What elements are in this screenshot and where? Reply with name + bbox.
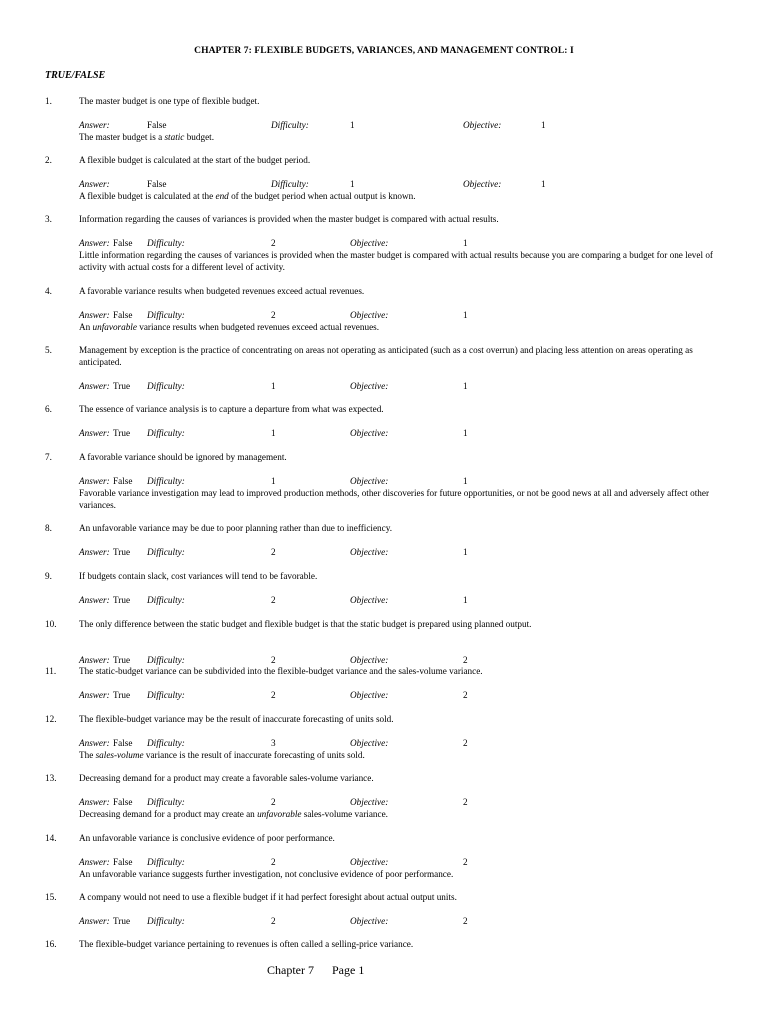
question-number: 13.: [45, 773, 57, 783]
answer-value: True: [113, 381, 131, 391]
answer-explanation: Decreasing demand for a product may create an unfavorable sales-volume variance.: [79, 809, 388, 819]
page-title: CHAPTER 7: FLEXIBLE BUDGETS, VARIANCES, AND MANAGEMENT CONTROL: I: [194, 46, 574, 56]
difficulty-value: 2: [271, 916, 276, 926]
answer-line: [79, 237, 739, 249]
difficulty-value: 1: [271, 476, 276, 486]
question-text: The flexible-budget variance may be the result of inaccurate forecasting of units sold.: [79, 714, 394, 724]
difficulty-value: 2: [271, 857, 276, 867]
objective-label: Objective:: [350, 547, 389, 557]
answer-value: True: [113, 595, 131, 605]
answer-explanation: The sales-volume variance is the result of inaccurate forecasting of units sold.: [79, 750, 365, 760]
question-number: 8.: [45, 523, 52, 533]
objective-label: Objective:: [350, 916, 389, 926]
question-text: A company would not need to use a flexible budget if it had perfect foresight about actual output units.: [79, 892, 457, 902]
question-text: A favorable variance should be ignored by management.: [79, 452, 287, 462]
difficulty-label: Difficulty:: [147, 690, 185, 700]
question-text: A favorable variance results when budgeted revenues exceed actual revenues.: [79, 286, 365, 296]
objective-value: 1: [463, 595, 468, 605]
question-number: 16.: [45, 939, 57, 949]
difficulty-value: 2: [271, 310, 276, 320]
question-text: The static-budget variance can be subdivided into the flexible-budget variance and the sales-volume variance.: [79, 666, 483, 676]
objective-value: 1: [463, 428, 468, 438]
emphasis: unfavorable: [257, 809, 302, 819]
objective-value: 1: [463, 381, 468, 391]
answer-line: [79, 119, 739, 131]
answer-explanation: The master budget is a static budget.: [79, 132, 214, 142]
answer-label: Answer:: [79, 310, 110, 320]
answer-label: Answer:: [79, 179, 110, 189]
objective-value: 1: [463, 310, 468, 320]
emphasis: end: [215, 191, 229, 201]
answer-label: Answer:: [79, 476, 110, 486]
objective-value: 1: [541, 120, 546, 130]
answer-explanation: An unfavorable variance suggests further investigation, not conclusive evidence of poor performance.: [79, 869, 454, 879]
section-heading: TRUE/FALSE: [45, 70, 106, 81]
answer-value: True: [113, 428, 131, 438]
question-number: 6.: [45, 404, 52, 414]
answer-line: [79, 546, 739, 558]
answer-label: Answer:: [79, 120, 110, 130]
objective-value: 1: [541, 179, 546, 189]
question-text: The flexible-budget variance pertaining to revenues is often called a selling-price variance.: [79, 939, 414, 949]
question-number: 12.: [45, 714, 57, 724]
question-number: 15.: [45, 892, 57, 902]
answer-label: Answer:: [79, 797, 110, 807]
answer-value: True: [113, 916, 131, 926]
difficulty-value: 2: [271, 797, 276, 807]
answer-explanation: A flexible budget is calculated at the end of the budget period when actual output is known.: [79, 191, 416, 201]
difficulty-label: Difficulty:: [147, 595, 185, 605]
question-number: 4.: [45, 286, 52, 296]
difficulty-label: Difficulty:: [147, 310, 185, 320]
emphasis: static: [164, 132, 185, 142]
question-text: A flexible budget is calculated at the start of the budget period.: [79, 155, 311, 165]
answer-explanation: Favorable variance investigation may lead to improved production methods, other discoveries for future opportunities, or not be good news at all and adversely affect other variances.: [79, 488, 710, 510]
answer-value: False: [113, 476, 133, 486]
answer-label: Answer:: [79, 428, 110, 438]
answer-value: False: [113, 738, 133, 748]
question-text: Management by exception is the practice of concentrating on areas not operating as anticipated (such as a cost overrun) and placing less attention on areas operating as anticipated.: [79, 345, 693, 367]
question-text: An unfavorable variance may be due to poor planning rather than due to inefficiency.: [79, 523, 393, 533]
question-text: Decreasing demand for a product may create a favorable sales-volume variance.: [79, 773, 374, 783]
answer-line: [79, 915, 739, 927]
footer-chapter: Chapter 7: [267, 963, 314, 977]
objective-label: Objective:: [463, 120, 502, 130]
question-number: 7.: [45, 452, 52, 462]
emphasis: sales-volume: [95, 750, 144, 760]
objective-value: 1: [463, 238, 468, 248]
objective-label: Objective:: [350, 381, 389, 391]
objective-label: Objective:: [350, 690, 389, 700]
answer-value: False: [147, 120, 167, 130]
difficulty-label: Difficulty:: [147, 857, 185, 867]
answer-line: [79, 309, 739, 321]
answer-line: [79, 796, 739, 808]
difficulty-label: Difficulty:: [147, 547, 185, 557]
objective-value: 2: [463, 916, 468, 926]
difficulty-value: 2: [271, 690, 276, 700]
answer-value: False: [113, 857, 133, 867]
objective-label: Objective:: [350, 738, 389, 748]
answer-label: Answer:: [79, 738, 110, 748]
answer-value: True: [113, 655, 131, 665]
answer-label: Answer:: [79, 916, 110, 926]
answer-value: False: [113, 238, 133, 248]
difficulty-value: 2: [271, 655, 276, 665]
question-number: 10.: [45, 619, 57, 629]
answer-value: False: [147, 179, 167, 189]
question-text: Information regarding the causes of variances is provided when the master budget is compared with actual results.: [79, 214, 499, 224]
question-number: 1.: [45, 96, 52, 106]
question-text: An unfavorable variance is conclusive evidence of poor performance.: [79, 833, 335, 843]
difficulty-value: 1: [271, 381, 276, 391]
question-number: 3.: [45, 214, 52, 224]
objective-label: Objective:: [463, 179, 502, 189]
answer-value: True: [113, 547, 131, 557]
objective-label: Objective:: [350, 476, 389, 486]
answer-label: Answer:: [79, 655, 110, 665]
answer-line: [79, 380, 739, 392]
answer-label: Answer:: [79, 857, 110, 867]
objective-label: Objective:: [350, 310, 389, 320]
difficulty-value: 2: [271, 238, 276, 248]
question-number: 9.: [45, 571, 52, 581]
objective-label: Objective:: [350, 595, 389, 605]
difficulty-label: Difficulty:: [147, 238, 185, 248]
objective-label: Objective:: [350, 797, 389, 807]
objective-value: 1: [463, 547, 468, 557]
question-text: If budgets contain slack, cost variances will tend to be favorable.: [79, 571, 318, 581]
objective-label: Objective:: [350, 428, 389, 438]
answer-value: False: [113, 797, 133, 807]
difficulty-value: 1: [350, 120, 355, 130]
footer-page: Page 1: [332, 963, 365, 977]
difficulty-value: 1: [350, 179, 355, 189]
emphasis: unfavorable: [92, 322, 137, 332]
difficulty-value: 2: [271, 595, 276, 605]
objective-label: Objective:: [350, 857, 389, 867]
answer-label: Answer:: [79, 595, 110, 605]
answer-label: Answer:: [79, 547, 110, 557]
question-number: 5.: [45, 345, 52, 355]
objective-value: 1: [463, 476, 468, 486]
question-number: 14.: [45, 833, 57, 843]
difficulty-value: 1: [271, 428, 276, 438]
objective-value: 2: [463, 655, 468, 665]
difficulty-value: 2: [271, 547, 276, 557]
question-number: 2.: [45, 155, 52, 165]
objective-value: 2: [463, 797, 468, 807]
answer-line: [79, 689, 739, 701]
objective-value: 2: [463, 738, 468, 748]
difficulty-label: Difficulty:: [147, 738, 185, 748]
question-text: The essence of variance analysis is to capture a departure from what was expected.: [79, 404, 384, 414]
objective-value: 2: [463, 690, 468, 700]
difficulty-label: Difficulty:: [147, 797, 185, 807]
difficulty-label: Difficulty:: [147, 428, 185, 438]
objective-label: Objective:: [350, 655, 389, 665]
answer-label: Answer:: [79, 690, 110, 700]
answer-line: [79, 737, 739, 749]
objective-label: Objective:: [350, 238, 389, 248]
difficulty-label: Difficulty:: [271, 179, 309, 189]
difficulty-label: Difficulty:: [147, 655, 185, 665]
question-text: The master budget is one type of flexible budget.: [79, 96, 260, 106]
answer-label: Answer:: [79, 238, 110, 248]
answer-line: [79, 856, 739, 868]
difficulty-label: Difficulty:: [147, 476, 185, 486]
answer-explanation: Little information regarding the causes of variances is provided when the master budget is compared with actual results because you are comparing a budget for one level of activity with actual costs for a different level of activity.: [79, 250, 713, 272]
difficulty-label: Difficulty:: [271, 120, 309, 130]
answer-value: True: [113, 690, 131, 700]
question-number: 11.: [45, 666, 57, 676]
answer-label: Answer:: [79, 381, 110, 391]
answer-line: [79, 594, 739, 606]
answer-line: [79, 475, 739, 487]
answer-explanation: An unfavorable variance results when budgeted revenues exceed actual revenues.: [79, 322, 380, 332]
difficulty-value: 3: [271, 738, 276, 748]
answer-line: [79, 427, 739, 439]
question-text: The only difference between the static budget and flexible budget is that the static budget is prepared using planned output.: [79, 619, 532, 629]
difficulty-label: Difficulty:: [147, 916, 185, 926]
answer-line: [79, 178, 739, 190]
objective-value: 2: [463, 857, 468, 867]
answer-value: False: [113, 310, 133, 320]
difficulty-label: Difficulty:: [147, 381, 185, 391]
